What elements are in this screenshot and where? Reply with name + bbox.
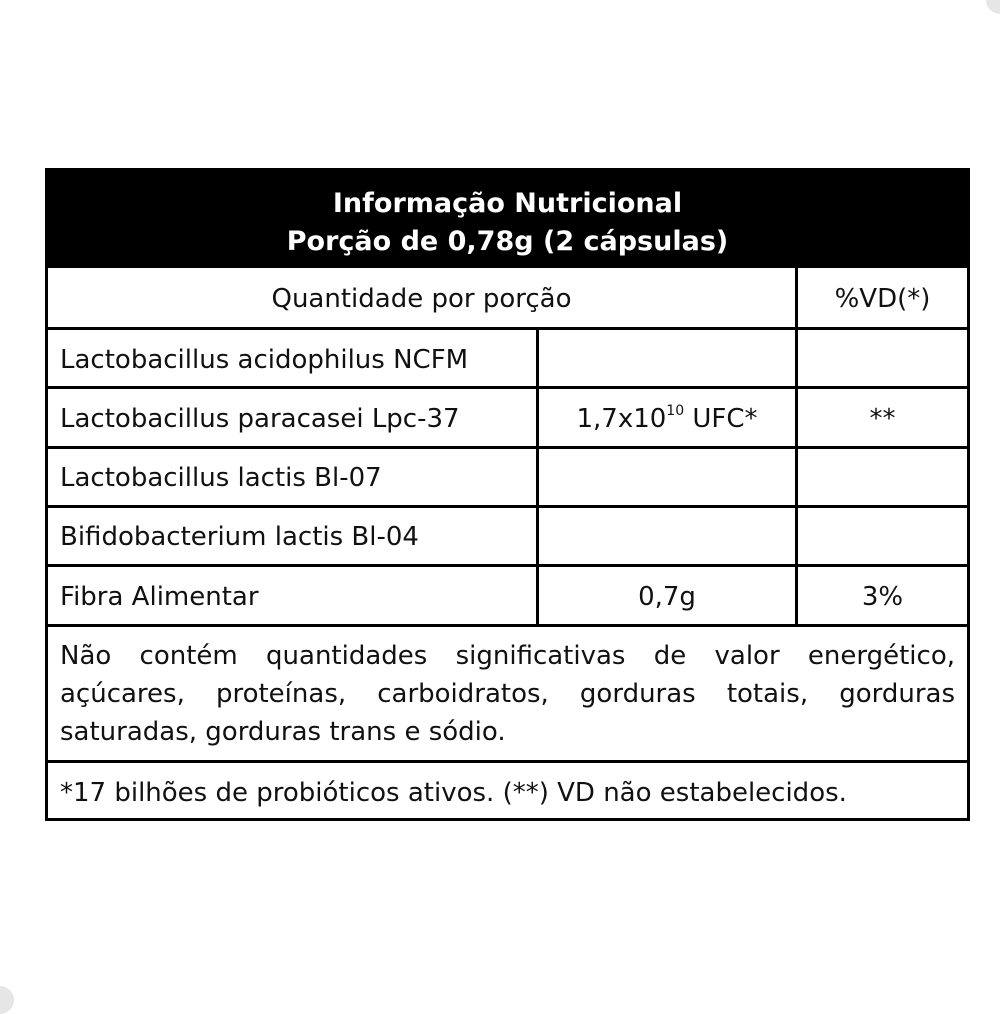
row-dv: 3% bbox=[861, 582, 904, 612]
divider-row-2 bbox=[48, 446, 967, 449]
table-title: Informação Nutricional bbox=[332, 188, 683, 219]
corner-mark-top-right bbox=[986, 0, 1000, 14]
row-name: Lactobacillus lactis Bl-07 bbox=[60, 463, 382, 493]
nutrition-note: Não contém quantidades significativas de valor energético, açúcares, proteínas, carboidratos, gorduras totais, gorduras saturadas, gorduras trans e sódio. bbox=[60, 641, 955, 747]
amount-unit: UFC* bbox=[684, 404, 758, 434]
row-name: Fibra Alimentar bbox=[60, 582, 259, 612]
footnote: *17 bilhões de probióticos ativos. (**) VD não estabelecidos. bbox=[60, 778, 847, 808]
row-amount: 0,7g bbox=[638, 582, 696, 612]
column-header-amount: Quantidade por porção bbox=[271, 284, 572, 314]
row-dv: ** bbox=[869, 404, 896, 434]
row-name: Lactobacillus acidophilus NCFM bbox=[60, 345, 469, 375]
table-header bbox=[48, 171, 967, 268]
divider-row-4 bbox=[48, 564, 967, 567]
divider-row-1 bbox=[48, 386, 967, 389]
amount-exponent: 10 bbox=[666, 403, 685, 420]
portion-size: Porção de 0,78g (2 cápsulas) bbox=[286, 226, 729, 257]
nutrition-facts-table bbox=[45, 168, 970, 821]
column-divider-dv-header bbox=[795, 268, 798, 330]
corner-mark-bottom-left bbox=[0, 986, 14, 1014]
divider-after-column-header bbox=[48, 327, 967, 330]
divider-after-rows bbox=[48, 624, 967, 627]
row-name: Bifidobacterium lactis Bl-04 bbox=[60, 522, 419, 552]
divider-row-3 bbox=[48, 505, 967, 508]
row-amount bbox=[539, 403, 795, 435]
row-name: Lactobacillus paracasei Lpc-37 bbox=[60, 404, 460, 434]
column-header-dv: %VD(*) bbox=[834, 284, 931, 314]
amount-base: 1,7x10 bbox=[576, 404, 667, 434]
divider-before-footnote bbox=[48, 760, 967, 763]
